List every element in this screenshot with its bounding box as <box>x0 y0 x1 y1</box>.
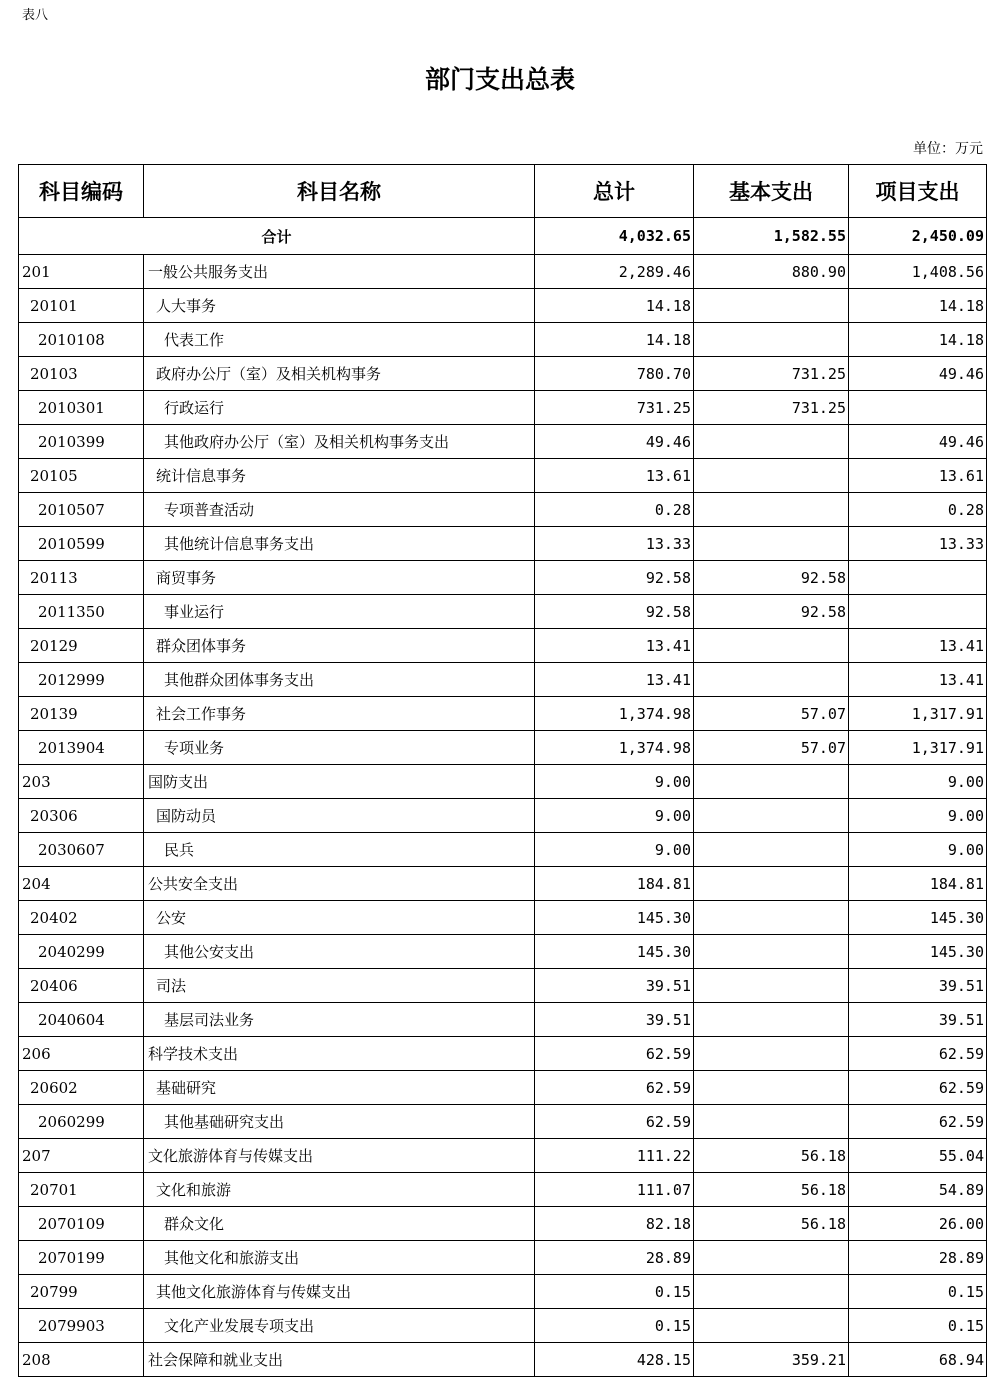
table-row <box>19 799 987 833</box>
row-project: 62.59 <box>849 1071 987 1105</box>
row-total: 184.81 <box>535 867 694 901</box>
row-total: 0.28 <box>535 493 694 527</box>
row-basic: 731.25 <box>694 357 849 391</box>
row-code: 2010108 <box>19 323 144 357</box>
row-name: 统计信息事务 <box>144 459 535 493</box>
row-project: 13.41 <box>849 663 987 697</box>
row-total: 49.46 <box>535 425 694 459</box>
table-row <box>19 833 987 867</box>
row-total: 62.59 <box>535 1105 694 1139</box>
page-title: 部门支出总表 <box>424 65 575 94</box>
total-project: 2,450.09 <box>849 218 987 255</box>
table-row <box>19 1309 987 1343</box>
row-name: 民兵 <box>144 833 535 867</box>
row-project: 9.00 <box>849 799 987 833</box>
header-project: 项目支出 <box>849 165 987 218</box>
row-project: 1,317.91 <box>849 731 987 765</box>
row-code: 20139 <box>19 697 144 731</box>
table-row <box>19 765 987 799</box>
row-total: 1,374.98 <box>535 697 694 731</box>
row-basic <box>694 459 849 493</box>
table-row <box>19 1139 987 1173</box>
row-project: 39.51 <box>849 969 987 1003</box>
row-basic <box>694 425 849 459</box>
row-name: 商贸事务 <box>144 561 535 595</box>
row-code: 203 <box>19 765 144 799</box>
table-body <box>19 255 987 1377</box>
table-row <box>19 731 987 765</box>
table-row <box>19 629 987 663</box>
table-row <box>19 493 987 527</box>
table-row <box>19 901 987 935</box>
row-total: 0.15 <box>535 1275 694 1309</box>
header-name: 科目名称 <box>144 165 535 218</box>
row-basic <box>694 527 849 561</box>
row-name: 公共安全支出 <box>144 867 535 901</box>
table-row <box>19 1241 987 1275</box>
row-basic: 880.90 <box>694 255 849 289</box>
row-basic <box>694 1003 849 1037</box>
row-basic <box>694 323 849 357</box>
row-total: 780.70 <box>535 357 694 391</box>
table-row <box>19 1037 987 1071</box>
row-code: 20602 <box>19 1071 144 1105</box>
row-code: 2070109 <box>19 1207 144 1241</box>
row-project: 13.61 <box>849 459 987 493</box>
row-total: 2,289.46 <box>535 255 694 289</box>
row-basic: 57.07 <box>694 731 849 765</box>
row-code: 208 <box>19 1343 144 1377</box>
row-basic <box>694 799 849 833</box>
row-total: 111.07 <box>535 1173 694 1207</box>
row-name: 人大事务 <box>144 289 535 323</box>
expenditure-table <box>18 164 987 1377</box>
row-name: 事业运行 <box>144 595 535 629</box>
row-project: 49.46 <box>849 357 987 391</box>
row-code: 20101 <box>19 289 144 323</box>
row-project: 68.94 <box>849 1343 987 1377</box>
table-row <box>19 255 987 289</box>
row-basic: 56.18 <box>694 1207 849 1241</box>
row-basic <box>694 1071 849 1105</box>
row-code: 2060299 <box>19 1105 144 1139</box>
row-code: 20799 <box>19 1275 144 1309</box>
row-total: 14.18 <box>535 323 694 357</box>
unit-label: 单位：万元 <box>913 141 983 157</box>
row-code: 2030607 <box>19 833 144 867</box>
row-basic <box>694 867 849 901</box>
row-basic <box>694 1037 849 1071</box>
row-code: 20105 <box>19 459 144 493</box>
row-name: 其他统计信息事务支出 <box>144 527 535 561</box>
row-name: 国防支出 <box>144 765 535 799</box>
total-label: 合计 <box>19 218 535 255</box>
row-basic <box>694 493 849 527</box>
row-name: 群众团体事务 <box>144 629 535 663</box>
row-name: 其他文化旅游体育与传媒支出 <box>144 1275 535 1309</box>
row-name: 社会工作事务 <box>144 697 535 731</box>
table-row <box>19 1343 987 1377</box>
row-basic <box>694 901 849 935</box>
row-name: 其他基础研究支出 <box>144 1105 535 1139</box>
table-row <box>19 425 987 459</box>
row-code: 20406 <box>19 969 144 1003</box>
row-project <box>849 561 987 595</box>
row-project: 26.00 <box>849 1207 987 1241</box>
row-code: 207 <box>19 1139 144 1173</box>
table-row <box>19 1173 987 1207</box>
row-project: 13.33 <box>849 527 987 561</box>
row-code: 2010599 <box>19 527 144 561</box>
row-project: 39.51 <box>849 1003 987 1037</box>
row-name: 社会保障和就业支出 <box>144 1343 535 1377</box>
row-project: 0.28 <box>849 493 987 527</box>
row-basic <box>694 663 849 697</box>
row-project: 62.59 <box>849 1105 987 1139</box>
row-total: 62.59 <box>535 1071 694 1105</box>
row-total: 0.15 <box>535 1309 694 1343</box>
row-basic <box>694 935 849 969</box>
row-total: 13.61 <box>535 459 694 493</box>
row-basic <box>694 1275 849 1309</box>
row-code: 2012999 <box>19 663 144 697</box>
row-code: 2013904 <box>19 731 144 765</box>
row-code: 2010507 <box>19 493 144 527</box>
row-basic <box>694 765 849 799</box>
row-total: 82.18 <box>535 1207 694 1241</box>
row-name: 文化和旅游 <box>144 1173 535 1207</box>
row-code: 20402 <box>19 901 144 935</box>
row-project <box>849 391 987 425</box>
row-basic <box>694 1105 849 1139</box>
row-project: 54.89 <box>849 1173 987 1207</box>
table-tag: 表八 <box>22 8 49 23</box>
row-total: 731.25 <box>535 391 694 425</box>
row-code: 2079903 <box>19 1309 144 1343</box>
header-code: 科目编码 <box>19 165 144 218</box>
row-name: 专项业务 <box>144 731 535 765</box>
row-name: 公安 <box>144 901 535 935</box>
row-code: 20306 <box>19 799 144 833</box>
row-name: 群众文化 <box>144 1207 535 1241</box>
row-basic: 57.07 <box>694 697 849 731</box>
row-project: 14.18 <box>849 323 987 357</box>
table-row <box>19 697 987 731</box>
table-row <box>19 527 987 561</box>
row-total: 1,374.98 <box>535 731 694 765</box>
table-row <box>19 459 987 493</box>
row-project: 49.46 <box>849 425 987 459</box>
row-project: 184.81 <box>849 867 987 901</box>
row-project <box>849 595 987 629</box>
row-basic: 92.58 <box>694 561 849 595</box>
row-total: 13.41 <box>535 629 694 663</box>
row-total: 9.00 <box>535 833 694 867</box>
row-total: 13.41 <box>535 663 694 697</box>
table-row <box>19 561 987 595</box>
row-total: 28.89 <box>535 1241 694 1275</box>
row-project: 62.59 <box>849 1037 987 1071</box>
table-row <box>19 867 987 901</box>
header-total: 总计 <box>535 165 694 218</box>
row-code: 20103 <box>19 357 144 391</box>
row-total: 428.15 <box>535 1343 694 1377</box>
row-code: 2010301 <box>19 391 144 425</box>
row-name: 基层司法业务 <box>144 1003 535 1037</box>
table-row <box>19 323 987 357</box>
row-name: 文化旅游体育与传媒支出 <box>144 1139 535 1173</box>
row-total: 92.58 <box>535 561 694 595</box>
row-code: 2070199 <box>19 1241 144 1275</box>
row-name: 基础研究 <box>144 1071 535 1105</box>
row-name: 司法 <box>144 969 535 1003</box>
row-basic <box>694 1309 849 1343</box>
header-row <box>19 165 987 218</box>
table-row <box>19 969 987 1003</box>
row-basic: 731.25 <box>694 391 849 425</box>
table-row <box>19 289 987 323</box>
table-row <box>19 1105 987 1139</box>
row-name: 科学技术支出 <box>144 1037 535 1071</box>
row-code: 2040299 <box>19 935 144 969</box>
row-code: 204 <box>19 867 144 901</box>
row-code: 20129 <box>19 629 144 663</box>
row-name: 代表工作 <box>144 323 535 357</box>
table-row <box>19 595 987 629</box>
row-total: 62.59 <box>535 1037 694 1071</box>
row-project: 55.04 <box>849 1139 987 1173</box>
row-total: 14.18 <box>535 289 694 323</box>
table-row <box>19 1275 987 1309</box>
row-code: 206 <box>19 1037 144 1071</box>
row-basic: 92.58 <box>694 595 849 629</box>
row-total: 9.00 <box>535 765 694 799</box>
row-code: 201 <box>19 255 144 289</box>
row-code: 2010399 <box>19 425 144 459</box>
total-total: 4,032.65 <box>535 218 694 255</box>
row-basic: 56.18 <box>694 1173 849 1207</box>
table-row <box>19 935 987 969</box>
table-row <box>19 391 987 425</box>
row-basic <box>694 1241 849 1275</box>
row-total: 145.30 <box>535 935 694 969</box>
total-row <box>19 218 987 255</box>
row-total: 13.33 <box>535 527 694 561</box>
table-row <box>19 357 987 391</box>
row-name: 一般公共服务支出 <box>144 255 535 289</box>
row-project: 28.89 <box>849 1241 987 1275</box>
row-name: 文化产业发展专项支出 <box>144 1309 535 1343</box>
row-basic <box>694 629 849 663</box>
table-row <box>19 1207 987 1241</box>
row-basic <box>694 289 849 323</box>
row-project: 9.00 <box>849 833 987 867</box>
row-total: 9.00 <box>535 799 694 833</box>
row-basic <box>694 969 849 1003</box>
row-project: 0.15 <box>849 1309 987 1343</box>
row-basic <box>694 833 849 867</box>
row-code: 2011350 <box>19 595 144 629</box>
row-project: 14.18 <box>849 289 987 323</box>
row-name: 其他政府办公厅（室）及相关机构事务支出 <box>144 425 535 459</box>
row-project: 145.30 <box>849 935 987 969</box>
row-total: 92.58 <box>535 595 694 629</box>
row-total: 145.30 <box>535 901 694 935</box>
row-name: 其他公安支出 <box>144 935 535 969</box>
row-basic: 359.21 <box>694 1343 849 1377</box>
row-project: 0.15 <box>849 1275 987 1309</box>
row-project: 13.41 <box>849 629 987 663</box>
row-code: 20701 <box>19 1173 144 1207</box>
row-name: 其他群众团体事务支出 <box>144 663 535 697</box>
row-project: 1,317.91 <box>849 697 987 731</box>
row-name: 行政运行 <box>144 391 535 425</box>
row-project: 1,408.56 <box>849 255 987 289</box>
header-basic: 基本支出 <box>694 165 849 218</box>
row-name: 专项普查活动 <box>144 493 535 527</box>
table-row <box>19 663 987 697</box>
table-row <box>19 1071 987 1105</box>
row-name: 国防动员 <box>144 799 535 833</box>
row-name: 其他文化和旅游支出 <box>144 1241 535 1275</box>
total-basic: 1,582.55 <box>694 218 849 255</box>
row-code: 20113 <box>19 561 144 595</box>
row-project: 9.00 <box>849 765 987 799</box>
row-project: 145.30 <box>849 901 987 935</box>
row-code: 2040604 <box>19 1003 144 1037</box>
row-total: 39.51 <box>535 969 694 1003</box>
table-row <box>19 1003 987 1037</box>
row-basic: 56.18 <box>694 1139 849 1173</box>
row-total: 111.22 <box>535 1139 694 1173</box>
row-total: 39.51 <box>535 1003 694 1037</box>
row-name: 政府办公厅（室）及相关机构事务 <box>144 357 535 391</box>
